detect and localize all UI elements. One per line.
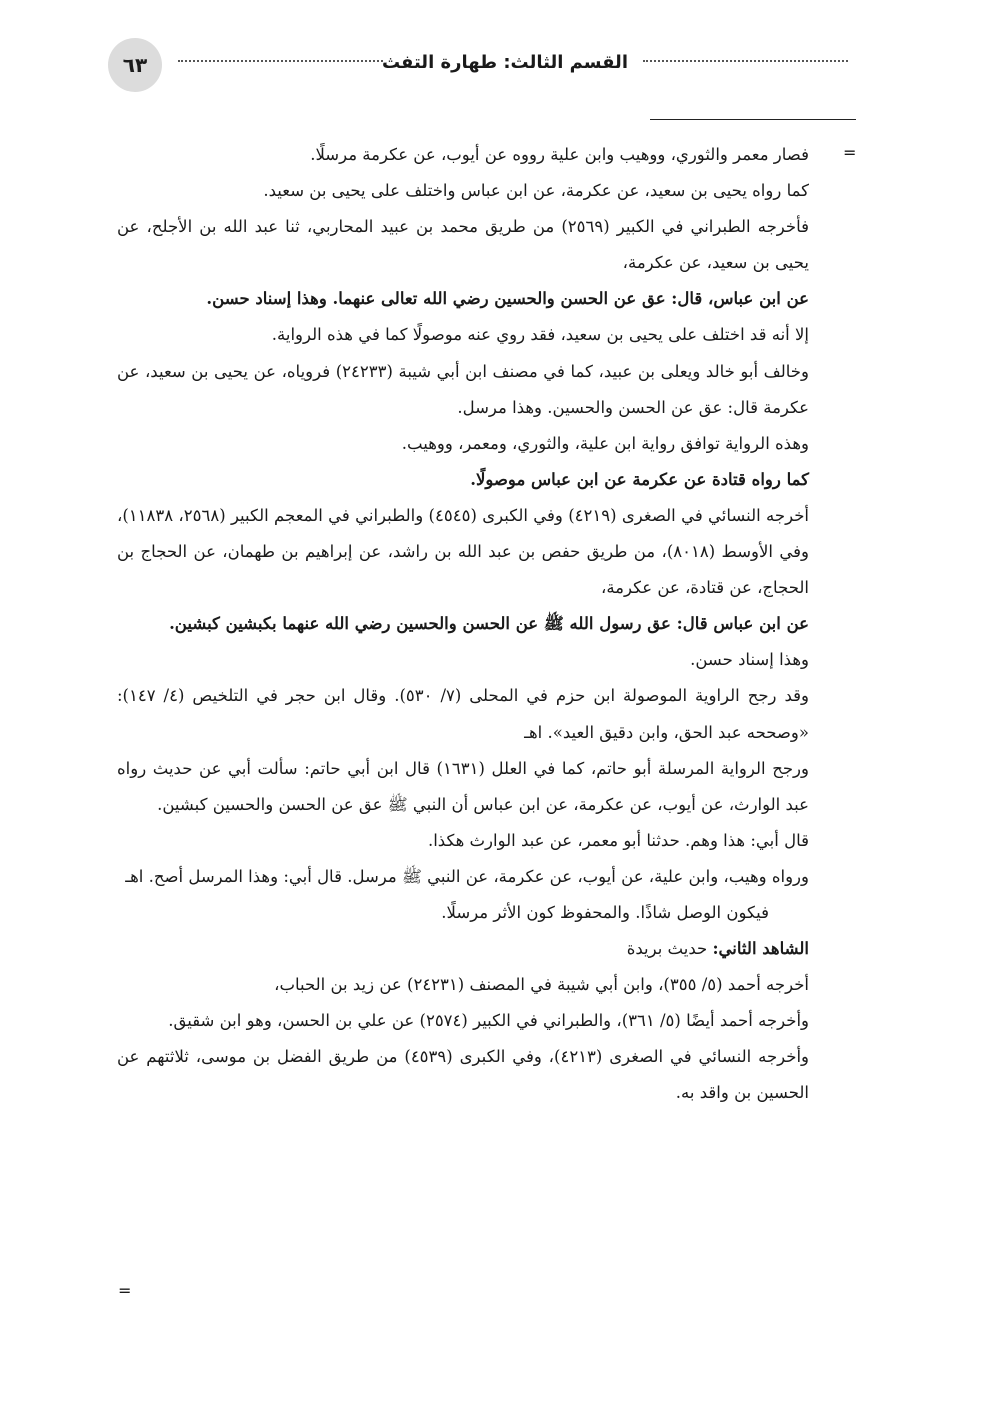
header-dotted-leader-left — [178, 60, 383, 62]
text-line: ورجح الرواية المرسلة أبو حاتم، كما في العلل (١٦٣١) قال ابن أبي حاتم: سألت أبي عن حديث رواه عبد الوارث، عن أيوب، عن عكرمة، عن ابن عباس أن النبي ﷺ عق عن الحسن والحسين كبشين. — [117, 758, 809, 814]
text-line: ورواه وهيب، وابن علية، عن أيوب، عن عكرمة، عن النبي ﷺ مرسل. قال أبي: وهذا المرسل أصح. اهـ — [125, 866, 809, 886]
text-line: فصار معمر والثوري، ووهيب وابن علية رووه عن أيوب، عن عكرمة مرسلًا. — [310, 145, 809, 164]
conclusion-line: فيكون الوصل شاذًا. والمحفوظ كون الأثر مرسلًا. — [441, 902, 769, 922]
text-line: وخالف أبو خالد ويعلى بن عبيد، كما في مصنف ابن أبي شيبة (٢٤٢٣٣) فروياه، عن يحيى بن سعيد، عن عكرمة قال: عق عن الحسن والحسين. وهذا مرسل. — [117, 361, 809, 417]
hadith-text-bold: كما رواه قتادة عن عكرمة عن ابن عباس موصولًا. — [470, 469, 809, 489]
footnote-continuation-rule — [650, 119, 856, 120]
text-line: وأخرجه أحمد أيضًا (٥/ ٣٦١)، والطبراني في الكبير (٢٥٧٤) عن علي بن الحسن، وهو ابن شقيق. — [168, 1011, 809, 1031]
text-line: قال أبي: هذا وهم. حدثنا أبو معمر، عن عبد الوارث هكذا. — [427, 830, 809, 850]
page-header — [108, 38, 848, 96]
page-number-badge: ٦٣ — [108, 38, 162, 92]
text-line: فأخرجه الطبراني في الكبير (٢٥٦٩) من طريق محمد بن عبيد المحاربي، ثنا عبد الله بن الأجلح، عن يحيى بن سعيد، عن عكرمة، — [117, 217, 809, 273]
text-line: وهذه الرواية توافق رواية ابن علية، والثوري، ومعمر، ووهيب. — [401, 433, 809, 453]
text-line: وأخرجه النسائي في الصغرى (٤٢١٣)، وفي الكبرى (٤٥٣٩) من طريق الفضل بن موسى، ثلاثتهم عن الحسين بن واقد به. — [117, 1047, 810, 1103]
text-line: وهذا إسناد حسن. — [690, 650, 809, 670]
continuation-marker-top: = — [843, 143, 857, 162]
text-line: وقد رجح الراوية الموصولة ابن حزم في المحلى (٧/ ٥٣٠). وقال ابن حجر في التلخيص (٤/ ١٤٧): «وصححه عبد الحق، وابن دقيق العيد». اهـ — [117, 686, 809, 742]
text-line: إلا أنه قد اختلف على يحيى بن سعيد، فقد روي عنه موصولًا كما في هذه الرواية. — [271, 325, 809, 345]
footnote-body — [117, 137, 809, 1112]
section-heading — [117, 931, 809, 967]
hadith-text-bold: عن ابن عباس قال: عق رسول الله ﷺ عن الحسن والحسين رضي الله عنهما بكبشين كبشين. — [169, 614, 809, 634]
section-heading-rest: حديث بريدة — [626, 939, 713, 959]
header-dotted-leader-right — [643, 60, 848, 62]
hadith-text-bold: عن ابن عباس، قال: عق عن الحسن والحسين رضي الله تعالى عنهما. وهذا إسناد حسن. — [206, 289, 809, 309]
text-line: أخرجه النسائي في الصغرى (٤٢١٩) وفي الكبرى (٤٥٤٥) والطبراني في المعجم الكبير (٢٥٦٨، ١١٨٣٨)، وفي الأوسط (٨٠١٨)، من طريق حفص بن عبد الله بن راشد، عن إبراهيم بن طهمان، عن الحجاج بن الحجاج، عن قتادة، عن عكرمة، — [117, 505, 809, 598]
text-line: كما رواه يحيى بن سعيد، عن عكرمة، عن ابن عباس واختلف على يحيى بن سعيد. — [263, 181, 809, 201]
running-title: القسم الثالث: طهارة التفث — [381, 52, 628, 73]
continuation-marker-bottom: = — [118, 1281, 132, 1300]
section-heading-label: الشاهد الثاني: — [712, 939, 809, 959]
text-line: أخرجه أحمد (٥/ ٣٥٥)، وابن أبي شيبة في المصنف (٢٤٢٣١) عن زيد بن الحباب، — [274, 975, 809, 995]
